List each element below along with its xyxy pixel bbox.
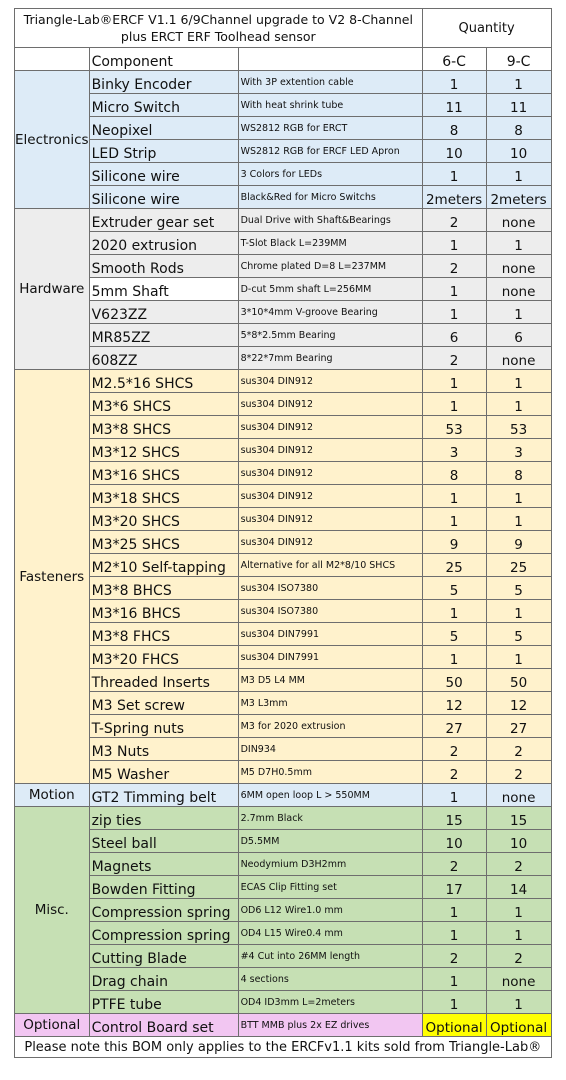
bom-row	[15, 186, 552, 209]
bom-row	[15, 301, 552, 324]
component-name: Threaded Inserts	[89, 669, 238, 692]
component-name: GT2 Timming belt	[89, 784, 238, 807]
qty-6c: 1	[422, 71, 486, 94]
component-name: M3*12 SHCS	[89, 439, 238, 462]
bom-row	[15, 71, 552, 94]
component-note: WS2812 RGB for ERCT	[238, 117, 422, 140]
bom-row	[15, 922, 552, 945]
qty-6c: 9	[422, 531, 486, 554]
bom-row	[15, 577, 552, 600]
qty-6c: 1	[422, 899, 486, 922]
bom-row	[15, 623, 552, 646]
component-name: Silicone wire	[89, 186, 238, 209]
component-note: sus304 DIN7991	[238, 646, 422, 669]
qty-6c: 5	[422, 623, 486, 646]
bom-row	[15, 508, 552, 531]
qty-6c: 1	[422, 301, 486, 324]
qty-6c: 1	[422, 370, 486, 393]
component-note: sus304 DIN7991	[238, 623, 422, 646]
component-name: Cutting Blade	[89, 945, 238, 968]
bom-row	[15, 347, 552, 370]
category-label: Fasteners	[15, 370, 90, 784]
component-note: OD4 ID3mm L=2meters	[238, 991, 422, 1014]
qty-9c: 50	[486, 669, 551, 692]
qty-6c: 11	[422, 94, 486, 117]
component-name: Neopixel	[89, 117, 238, 140]
qty-6c: 8	[422, 117, 486, 140]
component-name: Compression spring	[89, 899, 238, 922]
category-label: Misc.	[15, 807, 90, 1014]
component-note: OD6 L12 Wire1.0 mm	[238, 899, 422, 922]
component-name: Steel ball	[89, 830, 238, 853]
qty-6c: 1	[422, 393, 486, 416]
category-label: Motion	[15, 784, 90, 807]
bom-row	[15, 232, 552, 255]
component-note: With heat shrink tube	[238, 94, 422, 117]
bom-row	[15, 646, 552, 669]
qty-6c: 1	[422, 278, 486, 301]
component-note: sus304 DIN912	[238, 416, 422, 439]
component-note: M3 L3mm	[238, 692, 422, 715]
component-name: M3*25 SHCS	[89, 531, 238, 554]
bom-row	[15, 784, 552, 807]
component-name: M3*8 BHCS	[89, 577, 238, 600]
bom-row	[15, 163, 552, 186]
bom-row	[15, 853, 552, 876]
bom-row	[15, 692, 552, 715]
bom-row	[15, 370, 552, 393]
qty-9c: 27	[486, 715, 551, 738]
qty-6c-header: 6-C	[422, 48, 486, 71]
qty-6c: 50	[422, 669, 486, 692]
qty-6c: 1	[422, 232, 486, 255]
component-name: 2020 extrusion	[89, 232, 238, 255]
qty-6c: 2	[422, 255, 486, 278]
component-name: T-Spring nuts	[89, 715, 238, 738]
component-name: 5mm Shaft	[89, 278, 238, 301]
qty-9c: 53	[486, 416, 551, 439]
component-name: Smooth Rods	[89, 255, 238, 278]
bom-row	[15, 439, 552, 462]
qty-9c-header: 9-C	[486, 48, 551, 71]
qty-9c: 6	[486, 324, 551, 347]
qty-9c: none	[486, 209, 551, 232]
qty-9c: 1	[486, 301, 551, 324]
component-name: M2*10 Self-tapping	[89, 554, 238, 577]
component-name: Drag chain	[89, 968, 238, 991]
component-name: M3*20 FHCS	[89, 646, 238, 669]
qty-9c: 1	[486, 991, 551, 1014]
component-name: M3*18 SHCS	[89, 485, 238, 508]
qty-9c: 8	[486, 462, 551, 485]
qty-6c: 1	[422, 646, 486, 669]
component-name: 608ZZ	[89, 347, 238, 370]
column-header-row	[15, 48, 552, 71]
bom-row	[15, 807, 552, 830]
qty-9c: 2	[486, 738, 551, 761]
qty-9c: 9	[486, 531, 551, 554]
component-note: 3 Colors for LEDs	[238, 163, 422, 186]
qty-6c: 2	[422, 945, 486, 968]
qty-6c: 2	[422, 761, 486, 784]
bom-row	[15, 715, 552, 738]
component-name: M3*8 SHCS	[89, 416, 238, 439]
component-name: M3*8 FHCS	[89, 623, 238, 646]
bom-row	[15, 761, 552, 784]
component-note: sus304 DIN912	[238, 531, 422, 554]
component-note: 4 sections	[238, 968, 422, 991]
qty-9c: 11	[486, 94, 551, 117]
qty-9c: none	[486, 968, 551, 991]
qty-9c: 1	[486, 393, 551, 416]
component-header: Component	[89, 48, 238, 71]
qty-6c: 53	[422, 416, 486, 439]
component-name: Compression spring	[89, 922, 238, 945]
qty-6c: 6	[422, 324, 486, 347]
bom-row	[15, 393, 552, 416]
footer-row	[15, 1037, 552, 1058]
component-note: 8*22*7mm Bearing	[238, 347, 422, 370]
bom-row	[15, 94, 552, 117]
bom-row	[15, 209, 552, 232]
bom-row	[15, 968, 552, 991]
qty-6c: 2	[422, 738, 486, 761]
component-name: Magnets	[89, 853, 238, 876]
component-note: With 3P extention cable	[238, 71, 422, 94]
qty-6c: 1	[422, 784, 486, 807]
qty-9c: none	[486, 255, 551, 278]
component-note: M3 D5 L4 MM	[238, 669, 422, 692]
qty-6c: 2meters	[422, 186, 486, 209]
qty-9c: 1	[486, 508, 551, 531]
qty-9c: 2meters	[486, 186, 551, 209]
qty-6c: 1	[422, 508, 486, 531]
qty-9c: 2	[486, 761, 551, 784]
footer-note: Please note this BOM only applies to the ERCFv1.1 kits sold from Triangle-Lab®	[15, 1037, 552, 1058]
component-note: 6MM open loop L > 550MM	[238, 784, 422, 807]
component-note: Alternative for all M2*8/10 SHCS	[238, 554, 422, 577]
qty-6c: 2	[422, 347, 486, 370]
qty-6c: 10	[422, 830, 486, 853]
qty-9c: 2	[486, 945, 551, 968]
qty-6c: 27	[422, 715, 486, 738]
bom-row	[15, 531, 552, 554]
qty-9c: 10	[486, 830, 551, 853]
title-row	[15, 9, 552, 48]
component-note: 5*8*2.5mm Bearing	[238, 324, 422, 347]
bom-row	[15, 991, 552, 1014]
bom-row	[15, 485, 552, 508]
component-note: sus304 DIN912	[238, 370, 422, 393]
qty-6c: 1	[422, 968, 486, 991]
component-name: LED Strip	[89, 140, 238, 163]
component-name: Micro Switch	[89, 94, 238, 117]
component-name: M5 Washer	[89, 761, 238, 784]
bom-row	[15, 255, 552, 278]
qty-9c: 1	[486, 163, 551, 186]
component-name: PTFE tube	[89, 991, 238, 1014]
component-note: BTT MMB plus 2x EZ drives	[238, 1014, 422, 1037]
qty-9c: 12	[486, 692, 551, 715]
bom-row	[15, 945, 552, 968]
component-name: Control Board set	[89, 1014, 238, 1037]
component-name: Silicone wire	[89, 163, 238, 186]
component-note: M3 for 2020 extrusion	[238, 715, 422, 738]
qty-6c: 17	[422, 876, 486, 899]
qty-6c: 15	[422, 807, 486, 830]
qty-6c: 8	[422, 462, 486, 485]
component-note: OD4 L15 Wire0.4 mm	[238, 922, 422, 945]
qty-9c: 1	[486, 899, 551, 922]
bom-row	[15, 416, 552, 439]
component-name: M3*20 SHCS	[89, 508, 238, 531]
component-note: sus304 DIN912	[238, 508, 422, 531]
component-note: T-Slot Black L=239MM	[238, 232, 422, 255]
component-note: D5.5MM	[238, 830, 422, 853]
component-name: M3 Set screw	[89, 692, 238, 715]
component-note: D-cut 5mm shaft L=256MM	[238, 278, 422, 301]
category-label: Optional	[15, 1014, 90, 1037]
qty-6c: 1	[422, 922, 486, 945]
qty-6c: 2	[422, 853, 486, 876]
qty-6c: Optional	[422, 1014, 486, 1037]
component-name: Binky Encoder	[89, 71, 238, 94]
component-note: ECAS Clip Fitting set	[238, 876, 422, 899]
qty-9c: 1	[486, 232, 551, 255]
qty-9c: 8	[486, 117, 551, 140]
component-note: 3*10*4mm V-groove Bearing	[238, 301, 422, 324]
bom-row	[15, 554, 552, 577]
qty-6c: 1	[422, 600, 486, 623]
component-name: M3 Nuts	[89, 738, 238, 761]
bom-row	[15, 899, 552, 922]
qty-9c: 1	[486, 71, 551, 94]
qty-6c: 12	[422, 692, 486, 715]
qty-9c: 15	[486, 807, 551, 830]
component-note: sus304 DIN912	[238, 439, 422, 462]
bom-table	[14, 8, 552, 1058]
category-label: Electronics	[15, 71, 90, 209]
component-name: M3*16 SHCS	[89, 462, 238, 485]
component-note: Chrome plated D=8 L=237MM	[238, 255, 422, 278]
component-note: M5 D7H0.5mm	[238, 761, 422, 784]
category-label: Hardware	[15, 209, 90, 370]
qty-9c: 1	[486, 370, 551, 393]
component-name: Extruder gear set	[89, 209, 238, 232]
qty-6c: 1	[422, 163, 486, 186]
bom-row	[15, 1014, 552, 1037]
note-header	[238, 48, 422, 71]
component-name: V623ZZ	[89, 301, 238, 324]
component-name: zip ties	[89, 807, 238, 830]
qty-9c: Optional	[486, 1014, 551, 1037]
qty-9c: 5	[486, 577, 551, 600]
qty-9c: 2	[486, 853, 551, 876]
qty-9c: 3	[486, 439, 551, 462]
bom-title: Triangle-Lab®ERCF V1.1 6/9Channel upgrade to V2 8-Channel plus ERCT ERF Toolhead sensor	[15, 9, 423, 48]
component-note: Dual Drive with Shaft&Bearings	[238, 209, 422, 232]
component-note: 2.7mm Black	[238, 807, 422, 830]
component-note: sus304 ISO7380	[238, 600, 422, 623]
component-note: #4 Cut into 26MM length	[238, 945, 422, 968]
component-name: MR85ZZ	[89, 324, 238, 347]
qty-6c: 1	[422, 485, 486, 508]
component-name: M2.5*16 SHCS	[89, 370, 238, 393]
component-name: M3*16 BHCS	[89, 600, 238, 623]
component-note: Black&Red for Micro Switchs	[238, 186, 422, 209]
component-note: sus304 ISO7380	[238, 577, 422, 600]
qty-6c: 25	[422, 554, 486, 577]
bom-row	[15, 738, 552, 761]
bom-row	[15, 669, 552, 692]
bom-row	[15, 324, 552, 347]
quantity-header: Quantity	[422, 9, 551, 48]
qty-6c: 1	[422, 991, 486, 1014]
qty-9c: none	[486, 278, 551, 301]
bom-row	[15, 830, 552, 853]
category-header	[15, 48, 90, 71]
component-name: M3*6 SHCS	[89, 393, 238, 416]
qty-9c: 1	[486, 646, 551, 669]
component-note: sus304 DIN912	[238, 393, 422, 416]
qty-9c: 25	[486, 554, 551, 577]
component-note: DIN934	[238, 738, 422, 761]
component-note: sus304 DIN912	[238, 462, 422, 485]
bom-row	[15, 117, 552, 140]
qty-9c: 14	[486, 876, 551, 899]
qty-6c: 10	[422, 140, 486, 163]
component-note: sus304 DIN912	[238, 485, 422, 508]
qty-9c: none	[486, 347, 551, 370]
qty-6c: 5	[422, 577, 486, 600]
qty-6c: 2	[422, 209, 486, 232]
component-note: Neodymium D3H2mm	[238, 853, 422, 876]
bom-row	[15, 876, 552, 899]
bom-row	[15, 278, 552, 301]
bom-row	[15, 140, 552, 163]
bom-row	[15, 462, 552, 485]
qty-9c: none	[486, 784, 551, 807]
qty-9c: 1	[486, 600, 551, 623]
qty-6c: 3	[422, 439, 486, 462]
component-note: WS2812 RGB for ERCF LED Apron	[238, 140, 422, 163]
qty-9c: 1	[486, 922, 551, 945]
qty-9c: 1	[486, 485, 551, 508]
qty-9c: 10	[486, 140, 551, 163]
component-name: Bowden Fitting	[89, 876, 238, 899]
qty-9c: 5	[486, 623, 551, 646]
bom-row	[15, 600, 552, 623]
